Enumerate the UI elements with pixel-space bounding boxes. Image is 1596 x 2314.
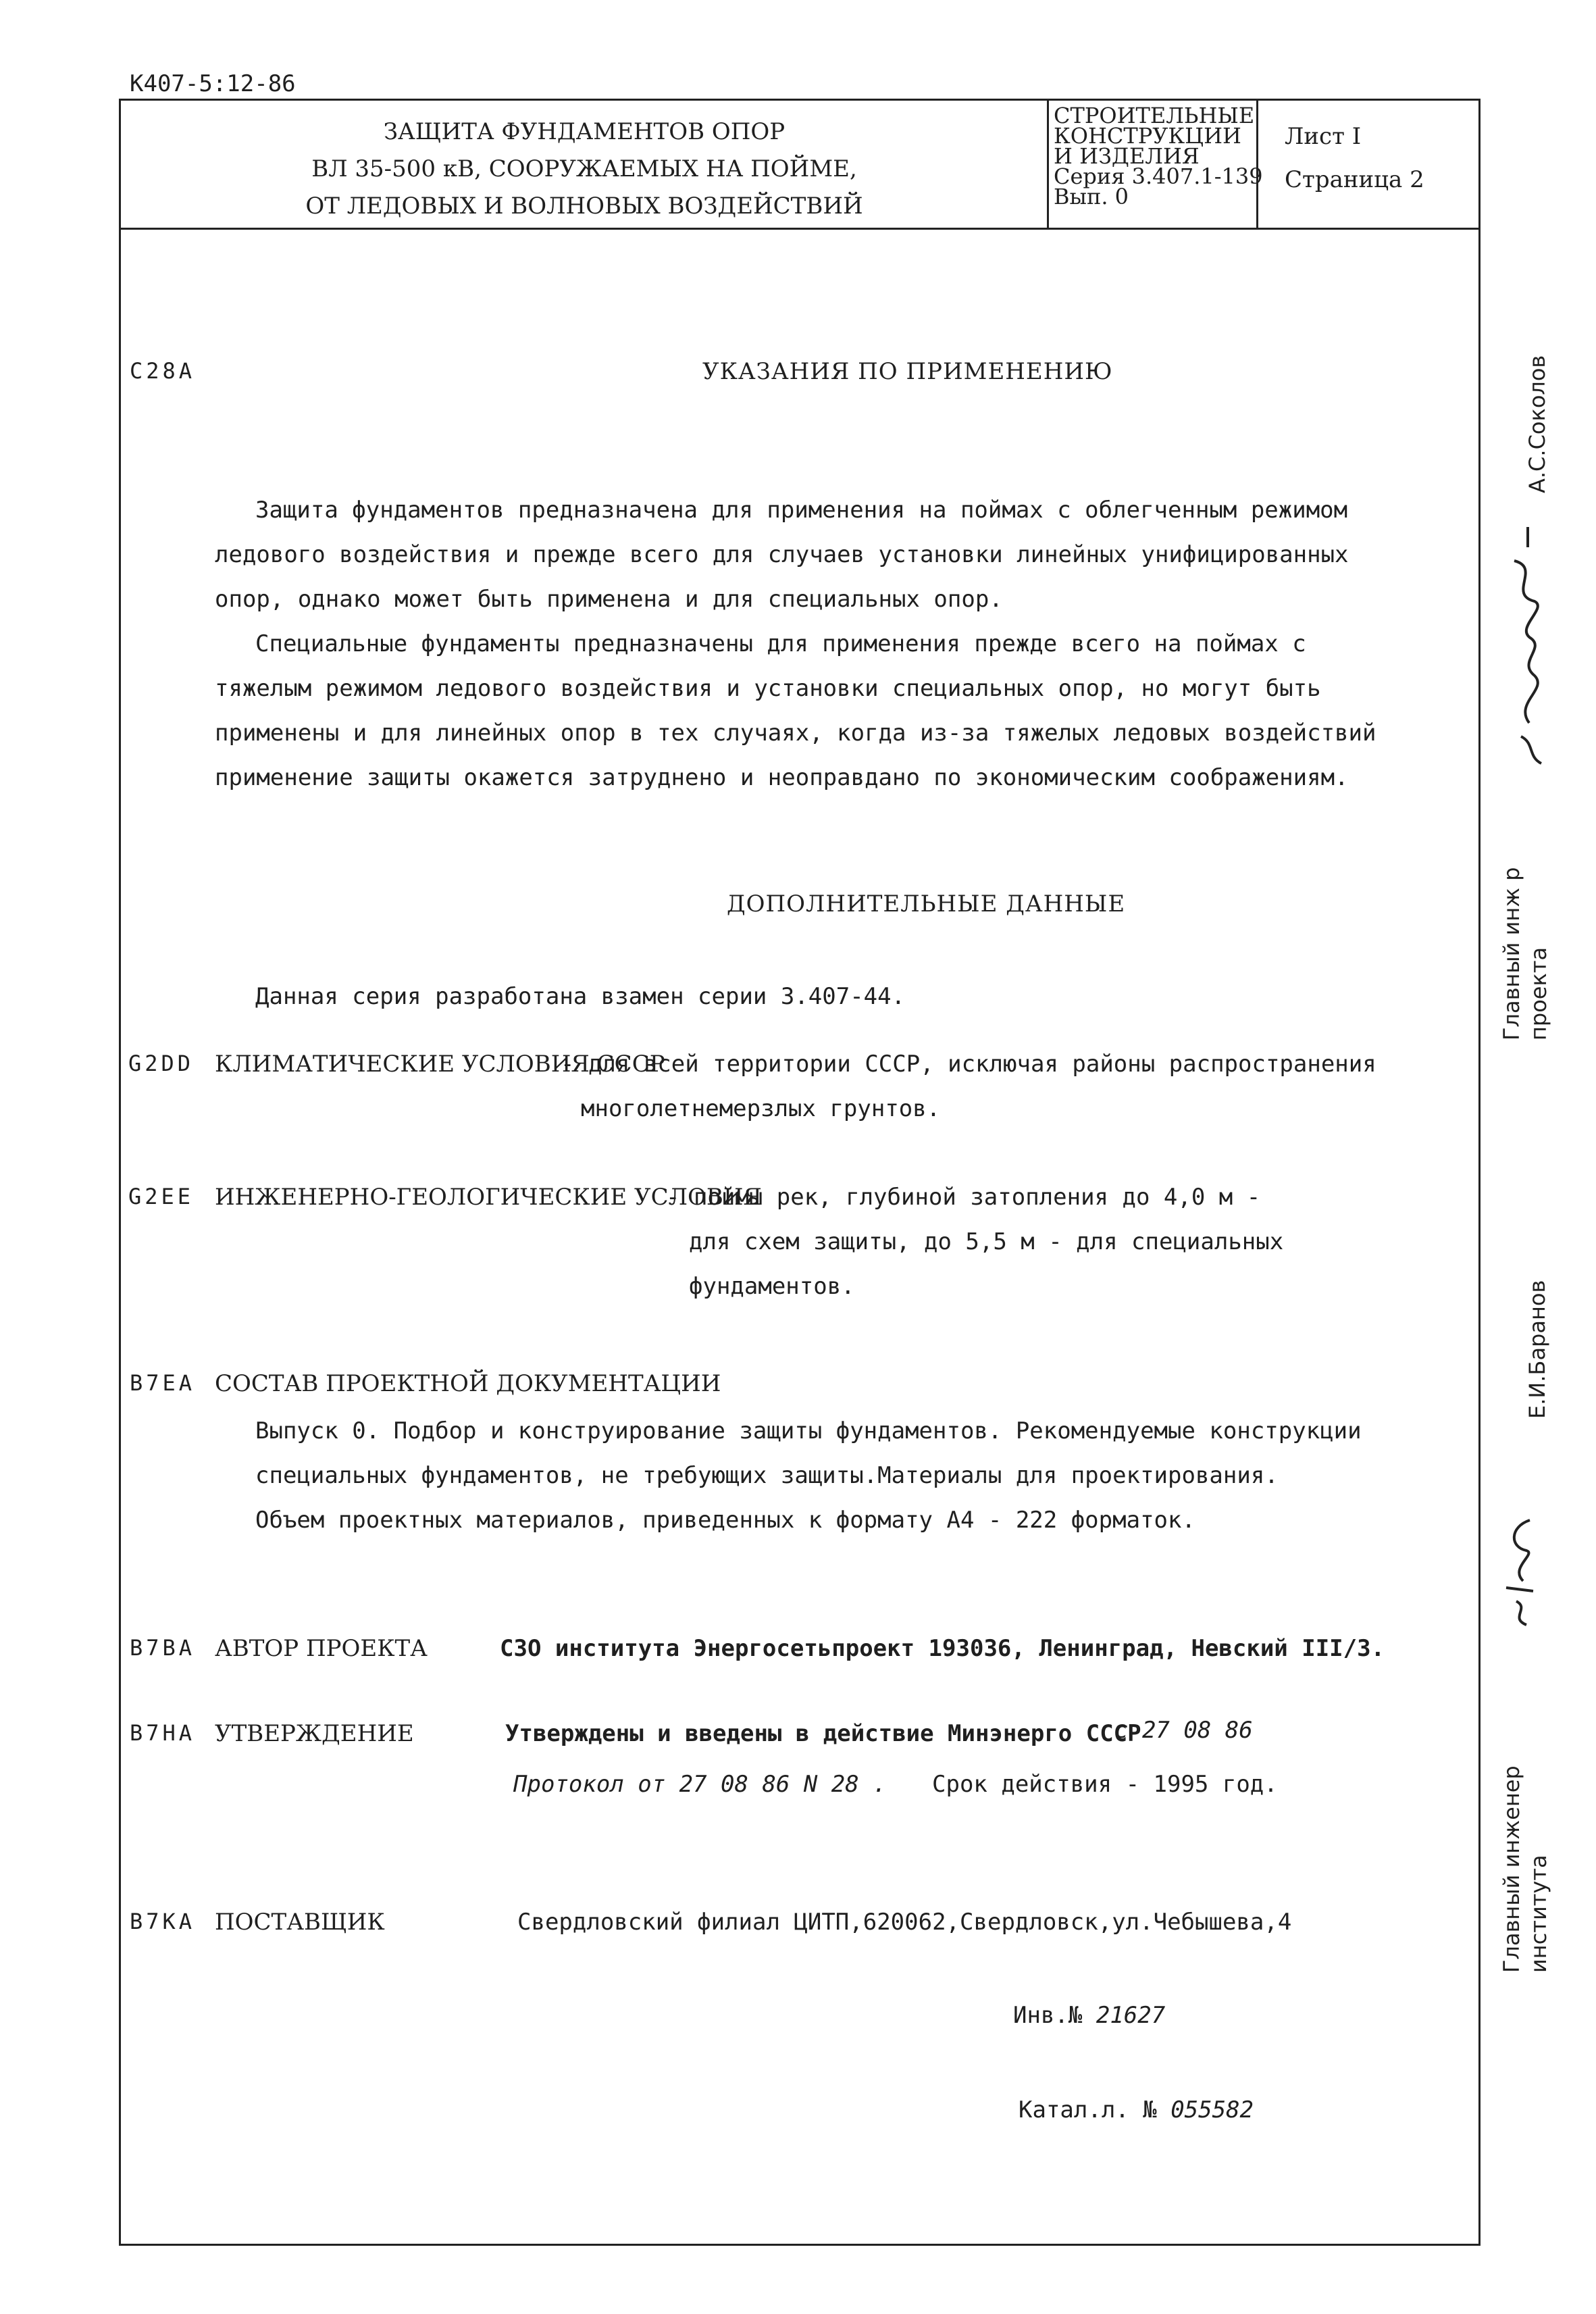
catalog-number <box>1019 2088 1254 2132</box>
field-label: АВТОР ПРОЕКТА <box>215 1635 428 1662</box>
issue-number: Вып. 0 <box>1054 184 1129 209</box>
paragraph-line: тяжелым режимом ледового воздействия и установки специальных опор, но могут быть <box>215 675 1321 702</box>
series-number: Серия 3.407.1-139 <box>1054 164 1263 189</box>
inventory-number <box>1013 1993 1165 2038</box>
field-value: - для всей территории СССР, исключая районы распространения <box>561 1051 1376 1078</box>
field-label: СОСТАВ ПРОЕКТНОЙ ДОКУМЕНТАЦИИ <box>215 1370 721 1397</box>
title-block-divider <box>1047 99 1049 230</box>
field-value: фундаментов. <box>689 1273 855 1300</box>
title-line: ЗАЩИТА ФУНДАМЕНТОВ ОПОР <box>383 118 786 145</box>
section-code: С28А <box>130 358 196 384</box>
section-heading: УКАЗАНИЯ ПО ПРИМЕНЕНИЮ <box>702 358 1113 385</box>
section-code: В7КА <box>130 1909 196 1934</box>
title-line: института <box>1526 1855 1551 1973</box>
signature-baranov <box>1496 1507 1543 1628</box>
validity-text: Срок действия - 1995 год. <box>932 1771 1278 1798</box>
page-number: Страница 2 <box>1285 166 1424 193</box>
field-label: ИНЖЕНЕРНО-ГЕОЛОГИЧЕСКИЕ УСЛОВИЯ <box>215 1184 762 1211</box>
title-line: проекта <box>1526 947 1551 1040</box>
title-line: Главный инж р <box>1499 867 1524 1040</box>
title-line: ОТ ЛЕДОВЫХ И ВОЛНОВЫХ ВОЗДЕЙСТВИЙ <box>305 193 863 220</box>
inventory-value: 21627 <box>1096 2002 1166 2029</box>
section-code: G2EE <box>128 1184 195 1209</box>
signatory-title <box>1498 867 1552 1040</box>
field-value: СЗО института Энергосетьпроект 193036, Ленинград, Невский III/3. <box>500 1635 1385 1662</box>
field-value: - поймы рек, глубиной затопления до 4,0 м - <box>666 1184 1261 1211</box>
paragraph-line: применены и для линейных опор в тех случаях, когда из-за тяжелых ледовых воздействий <box>215 720 1376 747</box>
paragraph-line: Защита фундаментов предназначена для применения на поймах с облегченным режимом <box>255 497 1348 524</box>
series-line: И ИЗДЕЛИЯ <box>1054 143 1200 169</box>
section-code: В7ЕА <box>130 1370 196 1396</box>
field-label: КЛИМАТИЧЕСКИЕ УСЛОВИЯ СССР <box>215 1051 665 1078</box>
field-label: ПОСТАВЩИК <box>215 1909 385 1936</box>
sheet-info <box>1285 115 1424 201</box>
section-heading: ДОПОЛНИТЕЛЬНЫЕ ДАННЫЕ <box>727 890 1126 917</box>
signature-sokolov <box>1501 520 1555 777</box>
approval-text: Утверждены и введены в действие Минэнерго СССР <box>505 1720 1141 1747</box>
series-info <box>1054 105 1263 207</box>
inventory-label: Инв.№ <box>1013 2002 1083 2029</box>
title-line: ВЛ 35-500 кВ, СООРУЖАЕМЫХ НА ПОЙМЕ, <box>311 155 857 182</box>
field-value: Свердловский филиал ЦИТП,620062,Свердловск,ул.Чебышева,4 <box>517 1909 1292 1936</box>
document-title <box>122 114 1047 225</box>
section-code: В7ВА <box>130 1635 196 1661</box>
field-value: для схем защиты, до 5,5 м - для специальных <box>689 1228 1284 1255</box>
paragraph-line: ледового воздействия и прежде всего для случаев установки линейных унифицированных <box>215 541 1349 568</box>
field-value: многолетнемерзлых грунтов. <box>581 1095 941 1122</box>
series-line: СТРОИТЕЛЬНЫЕ <box>1054 103 1255 128</box>
field-label: УТВЕРЖДЕНИЕ <box>215 1720 414 1747</box>
paragraph-line: опор, однако может быть применена и для специальных опор. <box>215 586 1003 613</box>
approval-date: с 27 08 86 <box>1114 1717 1253 1744</box>
paragraph-line: Специальные фундаменты предназначены для применения прежде всего на поймах с <box>255 630 1306 657</box>
catalog-value: 055582 <box>1170 2096 1254 2123</box>
title-line: Главный инженер <box>1499 1765 1524 1973</box>
signatory-name: А.С.Соколов <box>1524 355 1550 493</box>
signatory-title <box>1498 1765 1552 1973</box>
series-line: КОНСТРУКЦИИ <box>1054 123 1241 149</box>
paragraph-line: применение защиты окажется затруднено и неоправдано по экономическим соображениям. <box>215 764 1349 791</box>
paragraph-line: Данная серия разработана взамен серии 3.407-44. <box>255 983 906 1010</box>
field-value: специальных фундаментов, не требующих защиты.Материалы для проектирования. <box>255 1462 1279 1489</box>
field-value: Выпуск 0. Подбор и конструирование защиты фундаментов. Рекомендуемые конструкции <box>255 1417 1362 1444</box>
field-value: Объем проектных материалов, приведенных к формату А4 - 222 форматок. <box>255 1507 1195 1534</box>
sheet-number: Лист I <box>1285 123 1362 150</box>
section-code: В7НА <box>130 1720 196 1746</box>
document-code: К407-5:12-86 <box>130 70 296 97</box>
section-code: G2DD <box>128 1051 195 1076</box>
signatory-name: Е.И.Баранов <box>1524 1280 1550 1419</box>
catalog-label: Катал.л. № <box>1019 2096 1157 2123</box>
protocol-text: Протокол от 27 08 86 N 28 . <box>513 1771 887 1798</box>
